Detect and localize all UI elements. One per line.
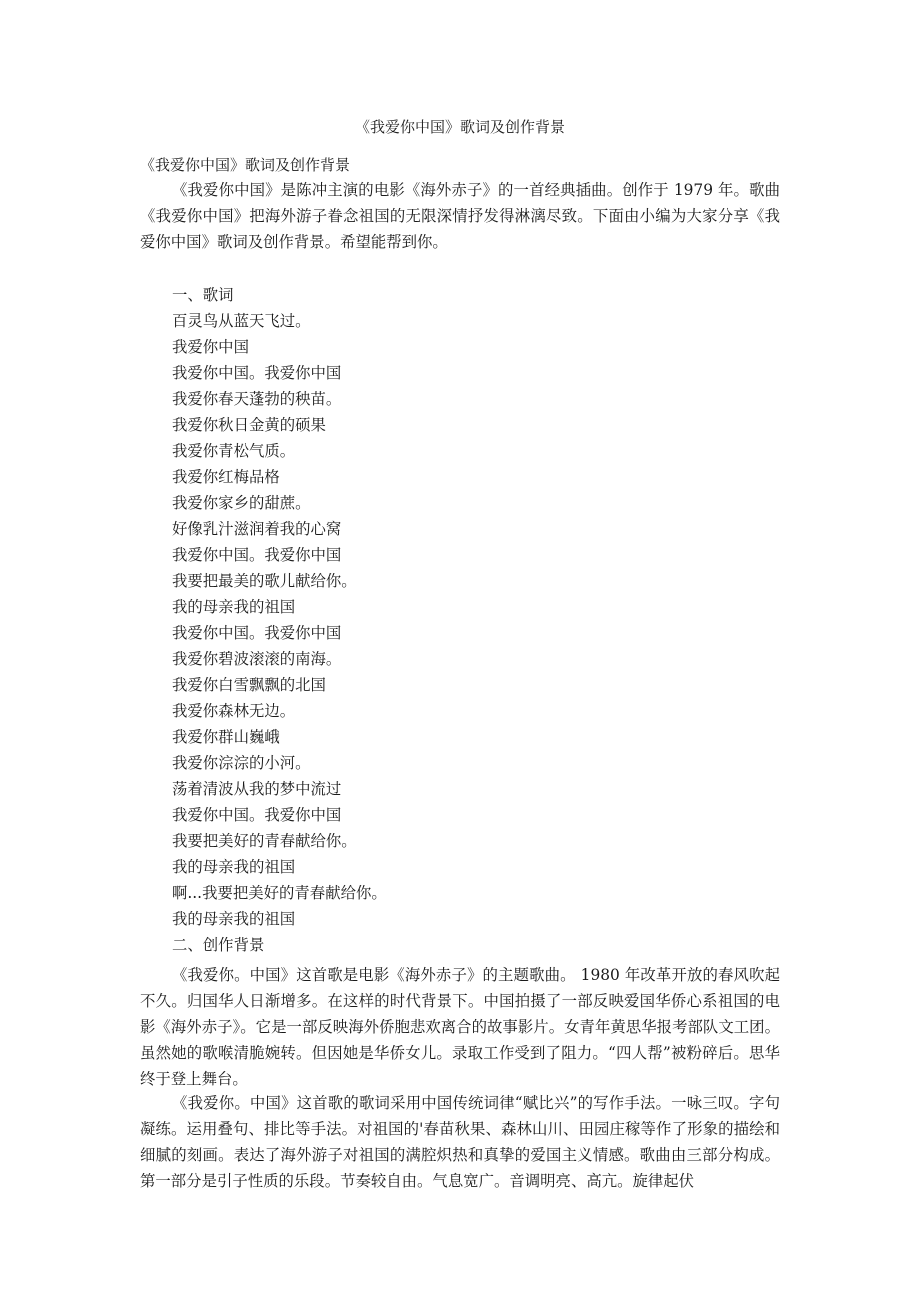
lyric-line: 好像乳汁滋润着我的心窝 xyxy=(172,520,342,538)
lyric-line: 我爱你白雪飘飘的北国 xyxy=(172,676,326,694)
lyric-line: 我爱你青松气质。 xyxy=(172,442,296,460)
lyrics-list xyxy=(172,308,387,932)
lyric-line: 我的母亲我的祖国 xyxy=(172,910,296,928)
lyric-line: 我爱你中国 xyxy=(172,338,249,356)
lyric-line: 啊...我要把美好的青春献给你。 xyxy=(172,884,387,902)
background-paragraph-1: 《我爱你。中国》这首歌是电影《海外赤子》的主题歌曲。 1980 年改革开放的春风吹起不久。归国华人日渐增多。在这样的时代背景下。中国拍摄了一部反映爱国华侨心系祖国的电影《海外赤子》。它是一部反映海外侨胞悲欢离合的故事影片。女青年黄思华报考部队文工团。虽然她的歌喉清脆婉转。但因她是华侨女儿。录取工作受到了阻力。“四人帮”被粉碎后。思华终于登上舞台。 xyxy=(140,966,780,1088)
lyric-line: 我爱你中国。我爱你中国 xyxy=(172,806,342,824)
lyric-line: 我爱你春天蓬勃的秧苗。 xyxy=(172,390,342,408)
section-heading-lyrics: 一、歌词 xyxy=(172,286,234,304)
lyric-line: 荡着清波从我的梦中流过 xyxy=(172,780,342,798)
background-paragraph-2: 《我爱你。中国》这首歌的歌词采用中国传统词律“赋比兴”的写作手法。一咏三叹。字句凝练。运用叠句、排比等手法。对祖国的'春苗秋果、森林山川、田园庄稼等作了形象的描绘和细腻的刻画。表达了海外游子对祖国的满腔炽热和真挚的爱国主义情感。歌曲由三部分构成。第一部分是引子性质的乐段。节奏较自由。气息宽广。音调明亮、高亢。旋律起伏 xyxy=(140,1094,780,1190)
lyric-line: 我爱你森林无边。 xyxy=(172,702,296,720)
lyric-line: 我爱你淙淙的小河。 xyxy=(172,754,311,772)
lyric-line: 百灵鸟从蓝天飞过。 xyxy=(172,312,311,330)
lyric-line: 我爱你中国。我爱你中国 xyxy=(172,624,342,642)
lyric-line: 我的母亲我的祖国 xyxy=(172,598,296,616)
lyric-line: 我爱你中国。我爱你中国 xyxy=(172,546,342,564)
section-heading-background: 二、创作背景 xyxy=(172,936,265,954)
lyric-line: 我要把美好的青春献给你。 xyxy=(172,832,357,850)
lyric-line: 我爱你红梅品格 xyxy=(172,468,280,486)
lyric-line: 我爱你碧波滚滚的南海。 xyxy=(172,650,342,668)
intro-paragraph: 《我爱你中国》是陈冲主演的电影《海外赤子》的一首经典插曲。创作于 1979 年。歌曲《我爱你中国》把海外游子眷念祖国的无限深情抒发得淋漓尽致。下面由小编为大家分享《我爱你中国》歌词及创作背景。希望能帮到你。 xyxy=(140,181,780,251)
lyric-line: 我爱你中国。我爱你中国 xyxy=(172,364,342,382)
lyric-line: 我要把最美的歌儿献给你。 xyxy=(172,572,357,590)
lyric-line: 我爱你秋日金黄的硕果 xyxy=(172,416,326,434)
lyric-line: 我的母亲我的祖国 xyxy=(172,858,296,876)
document-title: 《我爱你中国》歌词及创作背景 xyxy=(354,118,565,136)
document-subtitle: 《我爱你中国》歌词及创作背景 xyxy=(140,156,351,174)
lyric-line: 我爱你群山巍峨 xyxy=(172,728,280,746)
lyric-line: 我爱你家乡的甜蔗。 xyxy=(172,494,311,512)
